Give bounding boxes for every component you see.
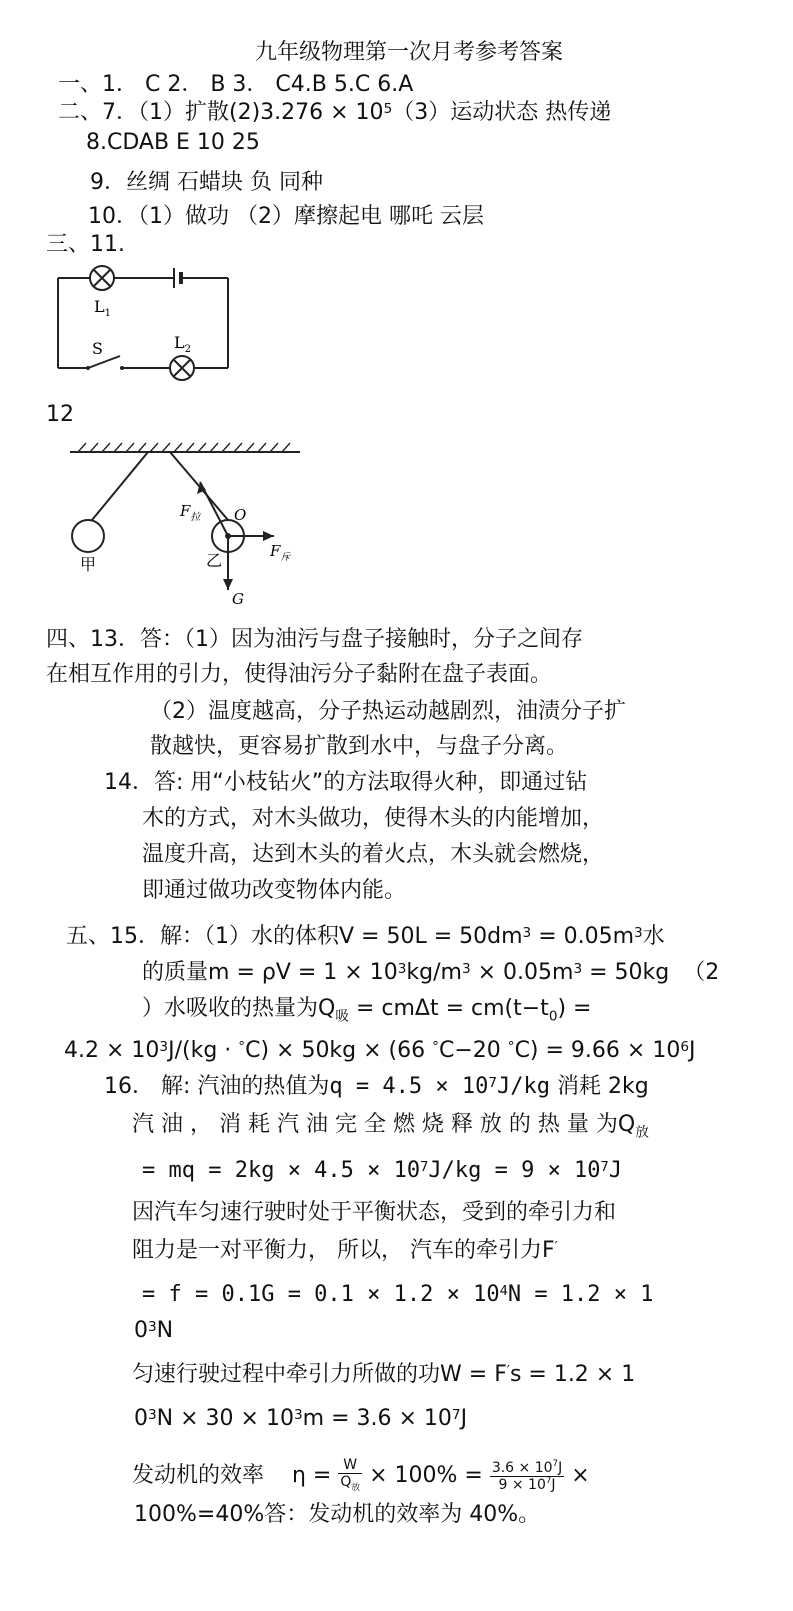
- q16-line4: 因汽车匀速行驶时处于平衡状态，受到的牵引力和: [132, 1200, 617, 1225]
- q12-label: 12: [46, 402, 74, 427]
- switch-label: S: [92, 339, 103, 358]
- q13-line1: 四、13．答：（1）因为油污与盘子接触时，分子之间存: [46, 627, 583, 652]
- q14-line4: 即通过做功改变物体内能。: [142, 878, 407, 903]
- q10-answer: 10．（1）做功 （2）摩擦起电 哪吒 云层: [88, 204, 484, 229]
- q14-line3: 温度升高，达到木头的着火点，木头就会燃烧，: [142, 842, 605, 867]
- q9-answer: 9．丝绸 石蜡块 负 同种: [90, 170, 323, 195]
- circuit-diagram: [48, 258, 238, 388]
- q7-suffix: （3）运动状态 热传递: [392, 100, 612, 125]
- q16-line1: 16． 解: 汽油的热值为$q = 4.5 \times 10^7J/kg$ 消耗 2kg: [104, 1074, 649, 1099]
- q16-line2: 汽 油 ， 消 耗 汽 油 完 全 燃 烧 释 放 的 热 量 为$Q_放$: [132, 1112, 649, 1141]
- q16-line7: $0^3N$: [134, 1318, 174, 1343]
- q16-line6: = $f = 0.1G = 0.1 \times 1.2 \times 10^4N = 1.2 \times 1$: [142, 1282, 654, 1307]
- page-title: 九年级物理第一次月考参考答案: [255, 40, 564, 65]
- efficiency-fraction-1: $\frac{W}{Q_放}$: [340, 1456, 361, 1493]
- gravity-label: G: [232, 590, 244, 608]
- q16-line8: 匀速行驶过程中牵引力所做的功W = F′s = 1.2 × 1: [132, 1362, 636, 1387]
- pull-force-label: $F_拉$: [180, 502, 201, 523]
- l2-label: $L_2$: [174, 333, 191, 355]
- q15-line2: 的质量$m = \rho V = 1 \times 10^3kg/m^3 \times 0.05m^3 = 50kg$ （2: [142, 960, 720, 985]
- ball-a: [72, 520, 104, 552]
- q16-line5: 阻力是一对平衡力， 所以， 汽车的牵引力F′: [132, 1238, 558, 1263]
- section1-text: C 2． B 3． C4.B 5.C 6.A: [145, 72, 414, 97]
- q13-line2: 在相互作用的引力，使得油污分子黏附在盘子表面。: [46, 662, 553, 687]
- efficiency-fraction-2: $\frac{3.6 \times 10^7J}{9 \times 10^7J}$: [491, 1458, 563, 1493]
- section1-label: 一、1．: [58, 72, 138, 97]
- q16-line11: 100%=40%答：发动机的效率为 40%。: [134, 1502, 541, 1527]
- string-a: [92, 452, 148, 520]
- q16-line10: 发动机的效率 η = $\frac{W}{Q_放}$ × 100% = $\frac{3.6 \times 10^7J}{9 \times 10^7J}$ ×: [132, 1456, 590, 1496]
- q15-line4: $4.2 \times 10^3J/(kg \cdot ^\circ C) \times 50kg \times (66$ °C−20 $^\circ C) = 9.66 \times 10^6J$: [64, 1038, 696, 1063]
- q7-exp: 5: [383, 101, 393, 117]
- q13-line4: 散越快，更容易扩散到水中，与盘子分离。: [150, 734, 569, 759]
- ball-b-label: 乙: [206, 551, 223, 570]
- q7-answer: [58, 98, 611, 128]
- l1-label: $L_1$: [94, 297, 111, 319]
- q16-line3: = mq = $2kg \times 4.5 \times 10^7J/kg = 9 \times 10^7J$: [142, 1158, 622, 1183]
- q15-line1: 五、15．解：（1）水的体积$V = 50L = 50dm^3 = 0.05m^3$水: [66, 924, 665, 949]
- q14-line2: 木的方式，对木头做功，使得木头的内能增加，: [142, 806, 605, 831]
- force-diagram: [60, 440, 320, 610]
- q8-answer: 8.CDAB E 10 25: [86, 130, 260, 155]
- q16-line9: $0^3N \times 30 \times 10^3m = 3.6 \times 10^7J$: [134, 1406, 468, 1431]
- section1-answers: [58, 70, 413, 100]
- ball-a-label: 甲: [80, 555, 97, 574]
- q11-label: 三、11.: [46, 232, 125, 257]
- q15-line3: ）水吸收的热量为$Q_吸 = cm\Delta t = cm(t-t_0)$ =: [142, 996, 592, 1025]
- origin-label: O: [234, 506, 247, 524]
- repel-force-label: $F_斥$: [270, 542, 291, 563]
- q7-prefix: 二、7．（1）扩散(2)3.276 × 10: [58, 100, 384, 125]
- q13-line3: （2）温度越高，分子热运动越剧烈，油渍分子扩: [150, 699, 626, 724]
- q14-line1: 14．答: 用“小枝钻火”的方法取得火种，即通过钻: [104, 770, 588, 795]
